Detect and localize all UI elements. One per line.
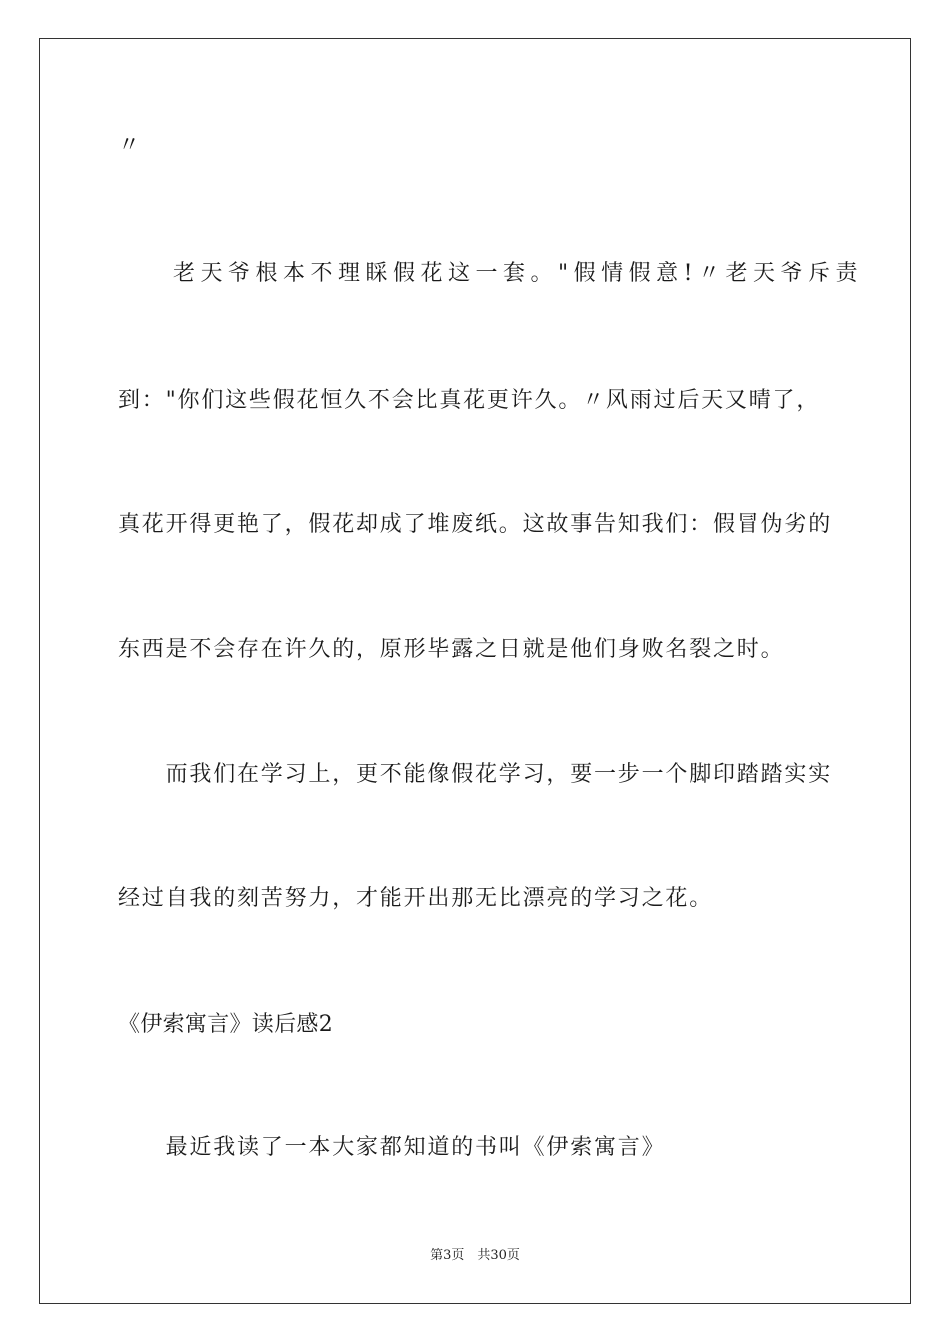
text-line-7: 经过自我的刻苦努力，才能开出那无比漂亮的学习之花。 xyxy=(118,886,714,911)
section-title: 《伊索寓言》读后感2 xyxy=(118,1012,333,1037)
text-line-6: 而我们在学习上，更不能像假花学习，要一步一个脚印踏踏实实 xyxy=(118,762,833,787)
text-line-1: 〃 xyxy=(118,133,141,158)
text-line-5: 东西是不会存在许久的，原形毕露之日就是他们身败名裂之时。 xyxy=(118,637,785,662)
text-line-2: 老天爷根本不理睬假花这一套。"假情假意!〃老天爷斥责 xyxy=(118,261,863,286)
text-line-4: 真花开得更艳了，假花却成了堆废纸。这故事告知我们：假冒伪劣的 xyxy=(118,512,833,537)
text-line-3: 到："你们这些假花恒久不会比真花更许久。〃风雨过后天又晴了， xyxy=(118,388,821,413)
section-paragraph: 最近我读了一本大家都知道的书叫《伊索寓言》 xyxy=(118,1135,666,1160)
page-number-footer: 第3页 共30页 xyxy=(430,1248,520,1263)
page-border xyxy=(39,38,911,1304)
